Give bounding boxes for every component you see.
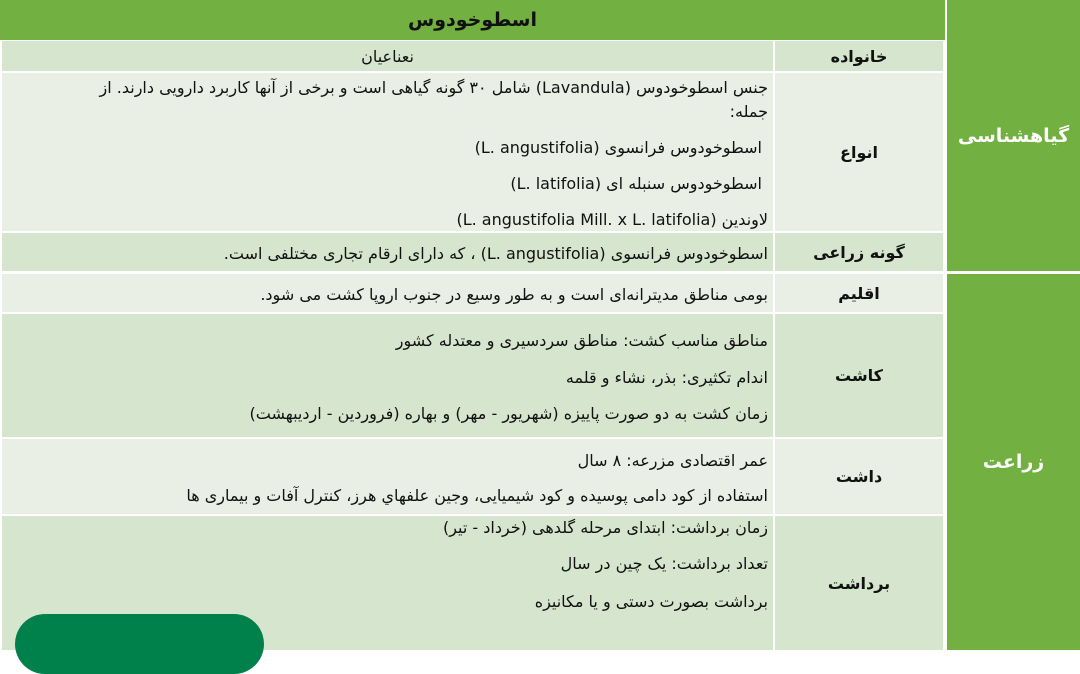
- maintenance-line: عمر اقتصادی مزرعه: ۸ سال: [577, 451, 768, 470]
- section-botany: گیاهشناسی: [947, 0, 1080, 271]
- species-item: لاوندین (L. angustifolia Mill. x L. latifolia): [456, 210, 768, 229]
- species-item: اسطوخودوس سنبله ای (L. latifolia): [510, 174, 762, 193]
- maintenance-line: استفاده از کود دامی پوسیده و کود شیمیایی، وجین علفهاي هرز، کنترل آفات و بیماری ها: [186, 486, 768, 505]
- planting-line: زمان کشت به دو صورت پاییزه (شهریور - مهر) و بهاره (فروردین - اردیبهشت): [249, 404, 768, 423]
- harvest-line: برداشت بصورت دستی و یا مکانیزه: [534, 592, 768, 611]
- table-title: اسطوخودوس: [0, 0, 945, 40]
- decorative-pill: [15, 614, 264, 674]
- harvest-line: تعداد برداشت: یک چین در سال: [560, 554, 768, 573]
- species-label: انواع: [775, 73, 943, 231]
- crop-species-label: گونه زراعی: [775, 233, 943, 271]
- climate-label: اقلیم: [775, 274, 943, 312]
- species-intro-line2: جمله:: [729, 102, 768, 121]
- harvest-line: زمان برداشت: ابتدای مرحله گلدهی (خرداد - تیر): [442, 518, 768, 537]
- planting-line: مناطق مناسب کشت: مناطق سردسیری و معتدله کشور: [395, 331, 768, 350]
- planting-label: کاشت: [775, 314, 943, 437]
- family-label: خانواده: [775, 41, 943, 71]
- species-intro-line1: جنس اسطوخودوس (Lavandula) شامل ۳۰ گونه گیاهی است و برخی از آنها کاربرد دارویی دارند. از: [99, 78, 768, 97]
- section-cultivation: زراعت: [947, 274, 1080, 650]
- maintenance-label: داشت: [775, 439, 943, 514]
- family-value: نعناعیان: [2, 41, 773, 71]
- climate-value: بومی مناطق مدیترانه‌ای است و به طور وسیع در جنوب اروپا کشت می شود.: [260, 285, 768, 304]
- planting-line: اندام تکثیری: بذر، نشاء و قلمه: [565, 368, 768, 387]
- species-item: اسطوخودوس فرانسوی (L. angustifolia): [474, 138, 762, 157]
- harvest-label: برداشت: [775, 516, 943, 650]
- crop-species-value: اسطوخودوس فرانسوی (L. angustifolia) ، که دارای ارقام تجاری مختلفی است.: [223, 244, 768, 263]
